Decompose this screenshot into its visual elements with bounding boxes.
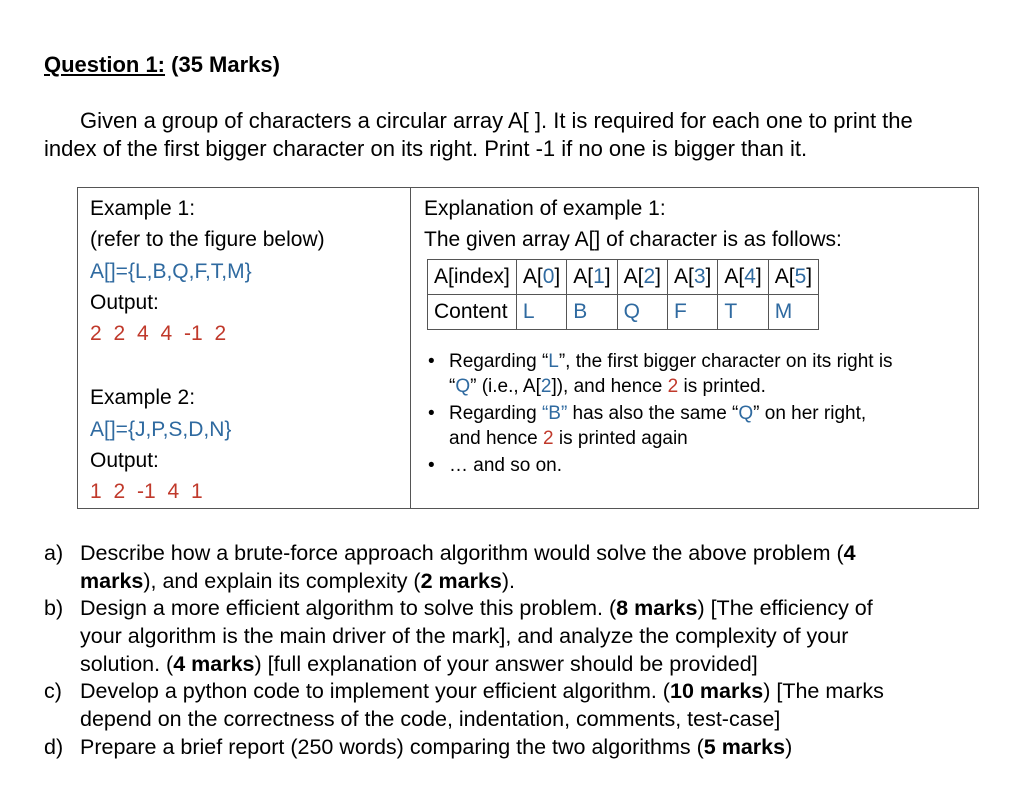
- bullet-3: … and so on.: [449, 455, 563, 476]
- task-d-label: d): [44, 735, 64, 759]
- content-cell: B: [567, 295, 617, 330]
- index-cell: A[2]: [617, 260, 667, 295]
- index-row: [428, 260, 819, 295]
- index-cell: A[5]: [768, 260, 818, 295]
- example-1-note: (refer to the figure below): [90, 228, 325, 251]
- content-label: Content: [428, 295, 517, 330]
- task-d-line-1: Prepare a brief report (250 words) comparing the two algorithms (5 marks): [80, 735, 793, 759]
- index-cell: A[0]: [516, 260, 566, 295]
- question-marks: (35 Marks): [171, 52, 280, 77]
- bullet-2-line-2: and hence 2 is printed again: [449, 428, 688, 449]
- example-2-heading: Example 2:: [90, 386, 196, 409]
- index-content-table: [427, 259, 819, 330]
- task-a-label: a): [44, 541, 64, 565]
- task-c-label: c): [44, 679, 62, 703]
- index-value: 2: [643, 265, 656, 288]
- explanation-heading: Explanation of example 1:: [424, 197, 666, 220]
- example-2-array: A[]={J,P,S,D,N}: [90, 418, 232, 441]
- example-1-output-label: Output:: [90, 291, 159, 314]
- task-b-line-1: Design a more efficient algorithm to solve this problem. (8 marks) [The efficiency of: [80, 596, 873, 620]
- index-label: A[index]: [428, 260, 517, 295]
- bullet-dot: •: [428, 403, 435, 424]
- index-value: 4: [744, 265, 756, 288]
- example-2-output: 1 2 -1 4 1: [90, 480, 203, 503]
- index-value: 0: [542, 265, 555, 288]
- example-1-array: A[]={L,B,Q,F,T,M}: [90, 260, 252, 283]
- content-cell: F: [668, 295, 718, 330]
- content-cell: M: [768, 295, 818, 330]
- index-value: 5: [794, 265, 807, 288]
- bullet-dot: •: [428, 455, 435, 476]
- explanation-line: The given array A[] of character is as follows:: [424, 228, 842, 251]
- bullet-1-line-2: “Q” (i.e., A[2]), and hence 2 is printed.: [449, 376, 766, 397]
- example-2-output-label: Output:: [90, 449, 159, 472]
- task-c-line-2: depend on the correctness of the code, indentation, comments, test-case]: [80, 707, 781, 731]
- bullet-1-line-1: Regarding “L”, the first bigger character on its right is: [449, 351, 893, 372]
- task-b-label: b): [44, 596, 64, 620]
- index-cell: A[4]: [718, 260, 768, 295]
- index-cell: A[1]: [567, 260, 617, 295]
- task-c-line-1: Develop a python code to implement your efficient algorithm. (10 marks) [The marks: [80, 679, 884, 703]
- content-row: [428, 295, 819, 330]
- content-cell: T: [718, 295, 768, 330]
- question-number: Question 1:: [44, 52, 166, 77]
- index-cell: A[3]: [668, 260, 718, 295]
- example-table-divider: [410, 187, 411, 509]
- bullet-dot: •: [428, 351, 435, 372]
- content-cell: Q: [617, 295, 667, 330]
- index-value: 3: [693, 265, 706, 288]
- intro-line-1: Given a group of characters a circular array A[ ]. It is required for each one to print the: [80, 108, 913, 133]
- bullet-2-line-1: Regarding “B” has also the same “Q” on her right,: [449, 403, 867, 424]
- example-1-heading: Example 1:: [90, 197, 196, 220]
- content-cell: L: [516, 295, 566, 330]
- intro-line-2: index of the first bigger character on its right. Print -1 if no one is bigger than it.: [44, 136, 808, 161]
- task-b-line-3: solution. (4 marks) [full explanation of your answer should be provided]: [80, 652, 758, 676]
- example-1-output: 2 2 4 4 -1 2: [90, 322, 227, 345]
- question-title: [44, 52, 280, 78]
- index-value: 1: [593, 265, 605, 288]
- task-b-line-2: your algorithm is the main driver of the mark], and analyze the complexity of your: [80, 624, 849, 648]
- task-a-line-2: marks), and explain its complexity (2 marks).: [80, 569, 516, 593]
- task-a-line-1: Describe how a brute-force approach algorithm would solve the above problem (4: [80, 541, 856, 565]
